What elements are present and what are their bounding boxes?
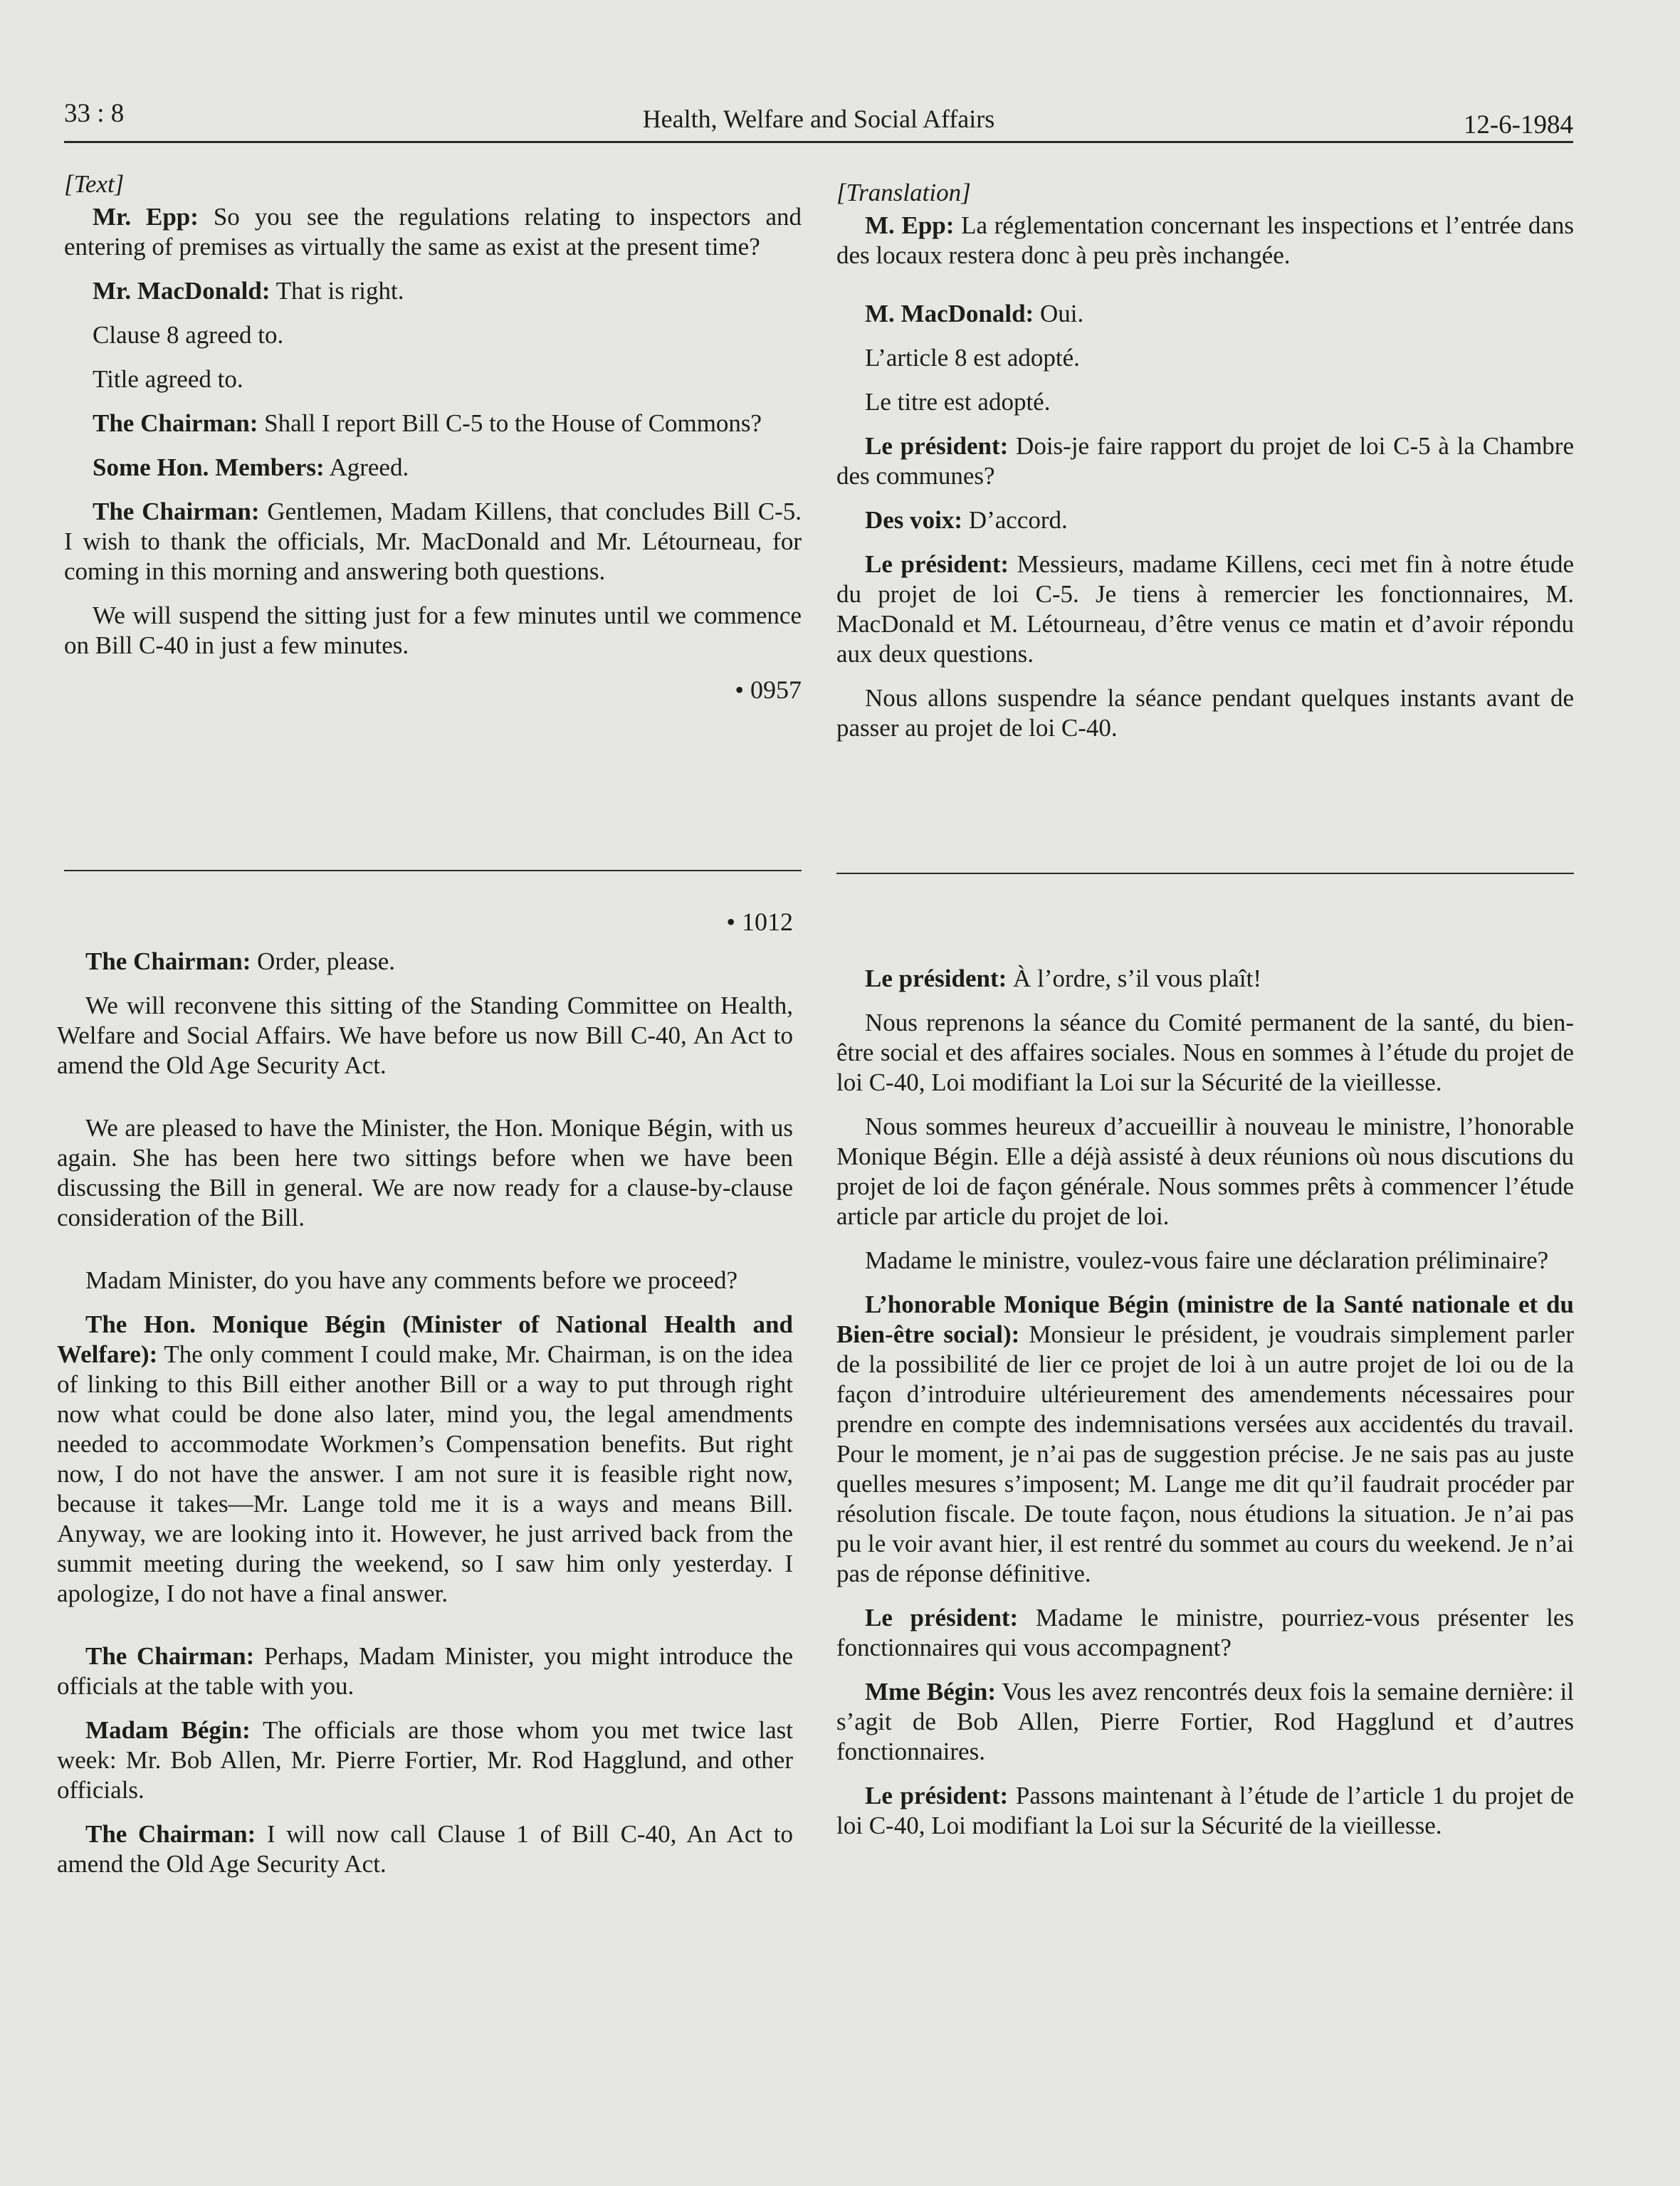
paragraph: L’article 8 est adopté. (865, 344, 1080, 372)
paragraph: Madam Bégin: The officials are those whom you met twice last week: Mr. Bob Allen, Mr. Pierre Fortier, Mr. Rod Hagglund, and other officials. (57, 1716, 793, 1804)
paragraph: The Hon. Monique Bégin (Minister of National Health and Welfare): The only comment I could make, Mr. Chairman, is on the idea of linking to this Bill either another Bill or a way to put through right now what could be done also later, mind you, the legal amendments needed to accommodate Workmen’s Compensation benefits. But right now, I do not have the answer. I am not sure it is feasible right now, because it takes—Mr. Lange told me it is a ways and means Bill. Anyway, we are looking into it. However, he just arrived back from the summit meeting during the weekend, so I saw him only yesterday. I apologize, I do not have a final answer. (57, 1310, 793, 1607)
section-divider-left (64, 870, 802, 871)
text-tag: [Text] (64, 170, 125, 198)
paragraph: L’honorable Monique Bégin (ministre de la Santé nationale et du Bien-être social): Monsieur le président, je voudrais simplement parler de la possibilité de lier ce projet de loi à un autre projet de loi ou de la façon d’introduire ultérieurement des amendements nécessaires pour prendre en compte des indemnisations versées aux accidentés du travail. Pour le moment, je n’ai pas de suggestion précise. Je ne sais pas au juste quelles mesures s’imposent; M. Lange me dit qu’il faudrait procéder par résolution fiscale. De toute façon, nous étudions la situation. Je n’ai pas pu le voir avant hier, il est rentré du sommet au cours du weekend. Je n’ai pas de réponse définitive. (836, 1291, 1575, 1587)
left-column-bottom (57, 907, 793, 1893)
page-header (64, 98, 1573, 143)
paragraph: Madame le ministre, voulez-vous faire une déclaration préliminaire? (865, 1246, 1549, 1274)
right-column-bottom (836, 964, 1574, 1855)
paragraph: Des voix: D’accord. (865, 506, 1068, 534)
paragraph: We will reconvene this sitting of the Standing Committee on Health, Welfare and Social Affairs. We have before us now Bill C-40, An Act to amend the Old Age Security Act. (57, 992, 793, 1079)
paragraph: Some Hon. Members: Agreed. (93, 453, 409, 481)
paragraph: Nous reprenons la séance du Comité permanent de la santé, du bien-être social et des affaires sociales. Nous en sommes à l’étude du projet de loi C-40, Loi modifiant la Loi sur la Sécurité de la vieillesse. (836, 1009, 1574, 1096)
page-date: 12-6-1984 (1463, 110, 1573, 140)
paragraph: Mme Bégin: Vous les avez rencontrés deux fois la semaine dernière: il s’agit de Bob Allen, Pierre Fortier, Rod Hagglund et d’autres fonctionnaires. (836, 1678, 1574, 1765)
paragraph: The Chairman: Gentlemen, Madam Killens, that concludes Bill C-5. I wish to thank the officials, Mr. MacDonald and Mr. Létourneau, for coming in this morning and answering both questions. (64, 498, 802, 585)
paragraph: Le président: À l’ordre, s’il vous plaît! (865, 965, 1262, 992)
paragraph: Le président: Dois-je faire rapport du projet de loi C-5 à la Chambre des communes? (836, 432, 1574, 490)
paragraph: Madam Minister, do you have any comments before we proceed? (85, 1266, 738, 1294)
paragraph: The Chairman: I will now call Clause 1 of Bill C-40, An Act to amend the Old Age Security Act. (57, 1820, 793, 1878)
left-column-top (64, 169, 802, 705)
paragraph: Nous allons suspendre la séance pendant quelques instants avant de passer au projet de loi C-40. (836, 684, 1574, 742)
paragraph: The Chairman: Order, please. (85, 947, 396, 975)
time-stamp: • 1012 (726, 908, 793, 936)
paragraph: Le président: Madame le ministre, pourriez-vous présenter les fonctionnaires qui vous accompagnent? (836, 1604, 1574, 1661)
running-title: Health, Welfare and Social Affairs (642, 105, 995, 133)
section-divider-right (836, 873, 1574, 874)
paragraph: Le président: Passons maintenant à l’étude de l’article 1 du projet de loi C-40, Loi modifiant la Loi sur la Sécurité de la vieillesse. (836, 1782, 1574, 1839)
right-column-top (836, 178, 1574, 757)
paragraph: M. MacDonald: Oui. (865, 300, 1084, 327)
paragraph: Mr. MacDonald: That is right. (93, 277, 404, 305)
paragraph: Title agreed to. (93, 365, 243, 393)
paragraph: M. Epp: La réglementation concernant les inspections et l’entrée dans des locaux restera donc à peu près inchangée. (836, 211, 1574, 269)
paragraph: Le président: Messieurs, madame Killens, ceci met fin à notre étude du projet de loi C-5. Je tiens à remercier les fonctionnaires, M. MacDonald et M. Létourneau, d’être venus ce matin et d’avoir répondu aux deux questions. (836, 550, 1574, 668)
paragraph: Mr. Epp: So you see the regulations relating to inspectors and entering of premises as virtually the same as exist at the present time? (64, 203, 802, 261)
paragraph: We will suspend the sitting just for a few minutes until we commence on Bill C-40 in just a few minutes. (64, 601, 802, 659)
paragraph: The Chairman: Perhaps, Madam Minister, you might introduce the officials at the table with you. (57, 1642, 794, 1700)
time-stamp: • 0957 (735, 676, 802, 704)
paragraph: We are pleased to have the Minister, the Hon. Monique Bégin, with us again. She has been here two sittings before when we have been discussing the Bill in general. We are now ready for a clause-by-clause consideration of the Bill. (57, 1114, 793, 1231)
translation-tag: [Translation] (836, 179, 971, 206)
paragraph: Clause 8 agreed to. (93, 321, 284, 349)
page-number: 33 : 8 (64, 99, 125, 128)
paragraph: Le titre est adopté. (865, 388, 1051, 416)
paragraph: Nous sommes heureux d’accueillir à nouveau le ministre, l’honorable Monique Bégin. Elle a déjà assisté à deux réunions où nous discutions du projet de loi de façon générale. Nous sommes prêts à commencer l’étude article par article du projet de loi. (836, 1113, 1574, 1230)
paragraph: The Chairman: Shall I report Bill C-5 to the House of Commons? (93, 409, 762, 437)
